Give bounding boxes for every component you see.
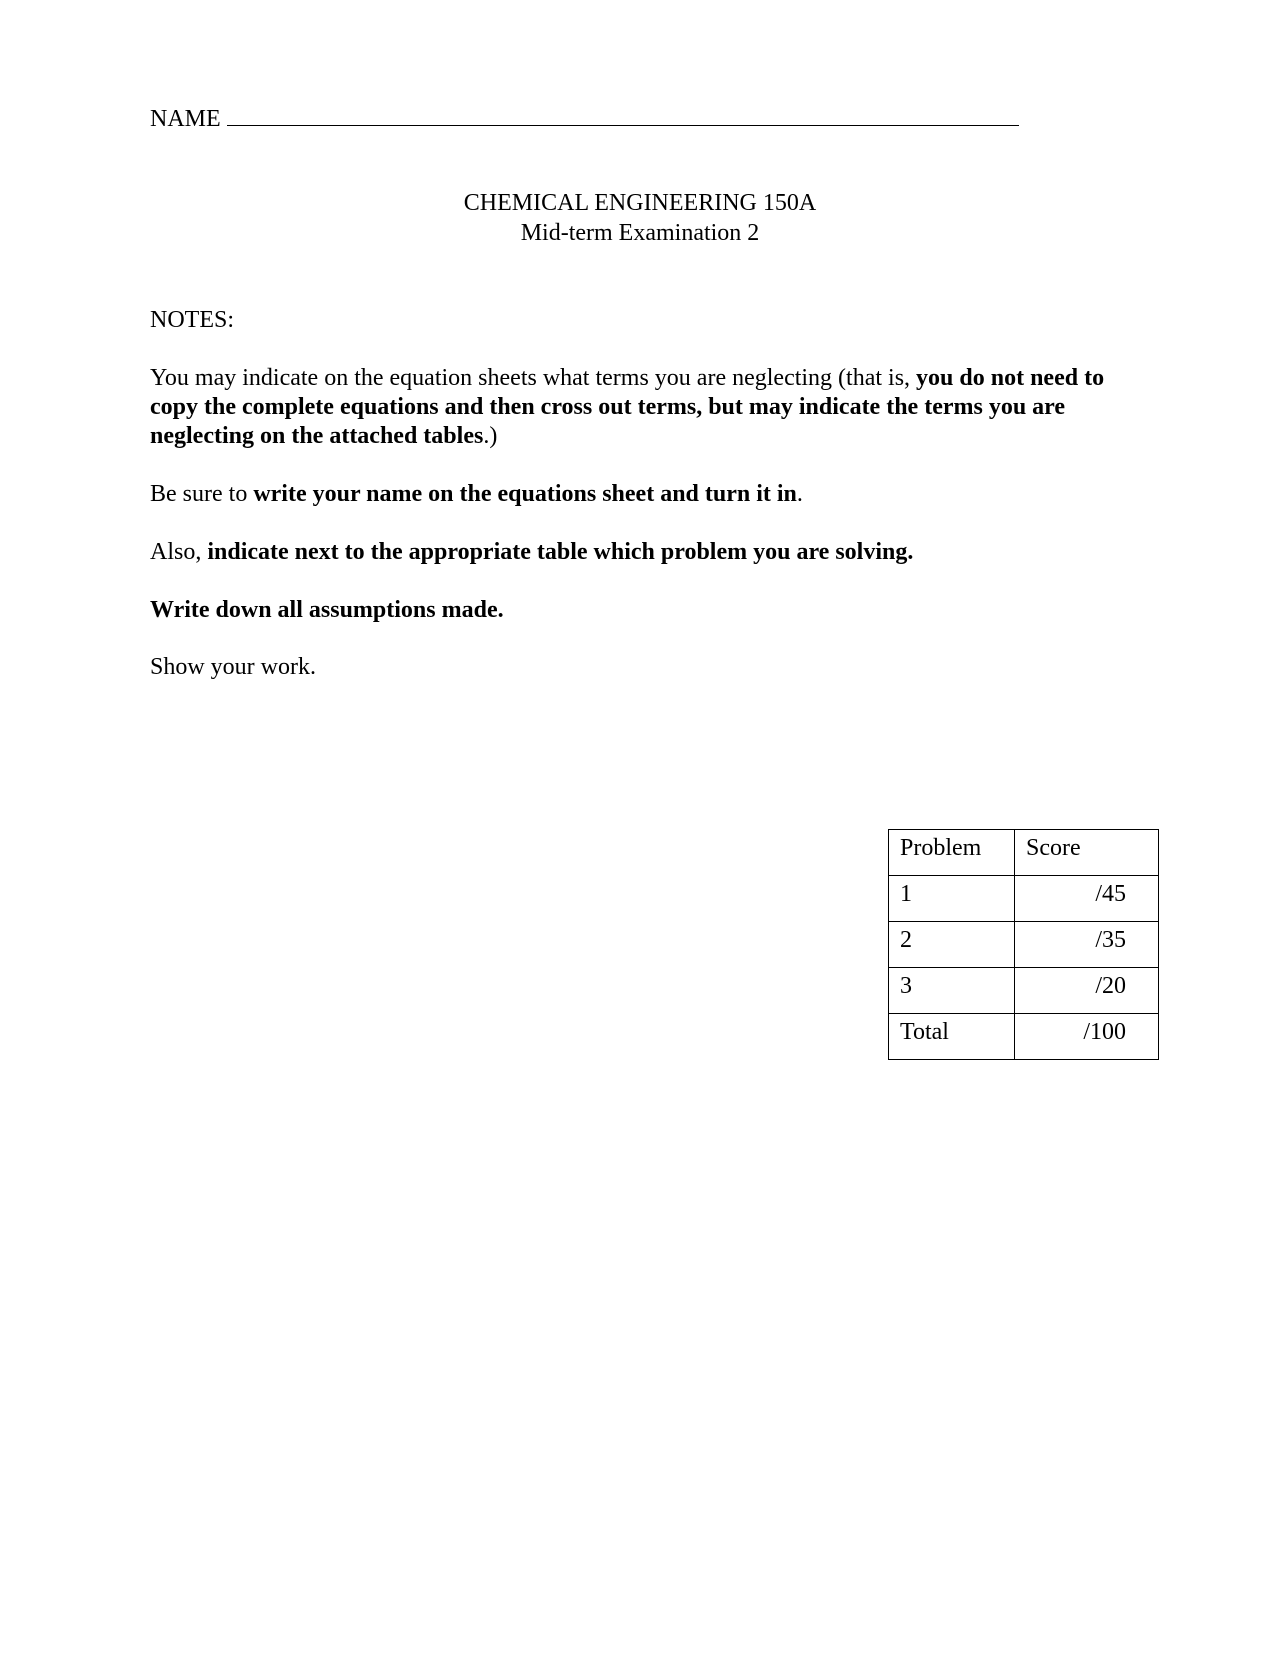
note-indicate-table (150, 538, 1130, 567)
score-table (888, 829, 1159, 1060)
course-title: CHEMICAL ENGINEERING 150A (463, 190, 817, 216)
problem-cell: 2 (889, 922, 1015, 968)
note-1-text-a: You may indicate on the equation sheets what terms you are neglecting (that is, (150, 365, 917, 391)
note-3-text-a: Also, (150, 539, 208, 565)
exam-title: Mid-term Examination 2 (520, 220, 760, 246)
score-cell[interactable]: /100 (1015, 1014, 1159, 1060)
note-3-text-bold: indicate next to the appropriate table which problem you are solving. (207, 539, 914, 565)
note-1-text-bold: you do not need to copy the complete equations and then cross out terms, but may indicate the terms you are neglecting on the attached tables (150, 365, 1105, 449)
note-2-text-a: Be sure to (150, 481, 254, 507)
notes-heading: NOTES: (150, 307, 234, 333)
note-write-name (150, 480, 1130, 509)
table-row (889, 968, 1159, 1014)
header-score: Score (1015, 830, 1159, 876)
note-show-work: Show your work. (150, 654, 316, 680)
note-2-text-bold: write your name on the equations sheet and turn it in (253, 481, 797, 507)
score-cell[interactable]: /20 (1015, 968, 1159, 1014)
table-row (889, 922, 1159, 968)
table-row (889, 876, 1159, 922)
name-field-line (150, 103, 1019, 134)
note-4-text-bold: Write down all assumptions made. (150, 597, 504, 623)
note-2-text-c: . (796, 481, 803, 507)
note-1-text-c: .) (483, 423, 498, 449)
name-blank[interactable] (227, 103, 1019, 126)
table-row (889, 1014, 1159, 1060)
problem-cell: 3 (889, 968, 1015, 1014)
score-table-header-row (889, 830, 1159, 876)
note-assumptions (150, 596, 1130, 625)
problem-cell: 1 (889, 876, 1015, 922)
problem-cell: Total (889, 1014, 1015, 1060)
name-label: NAME (150, 106, 221, 132)
header-problem: Problem (889, 830, 1015, 876)
note-equation-sheets (150, 364, 1130, 451)
score-cell[interactable]: /35 (1015, 922, 1159, 968)
exam-header (0, 188, 1280, 248)
score-cell[interactable]: /45 (1015, 876, 1159, 922)
